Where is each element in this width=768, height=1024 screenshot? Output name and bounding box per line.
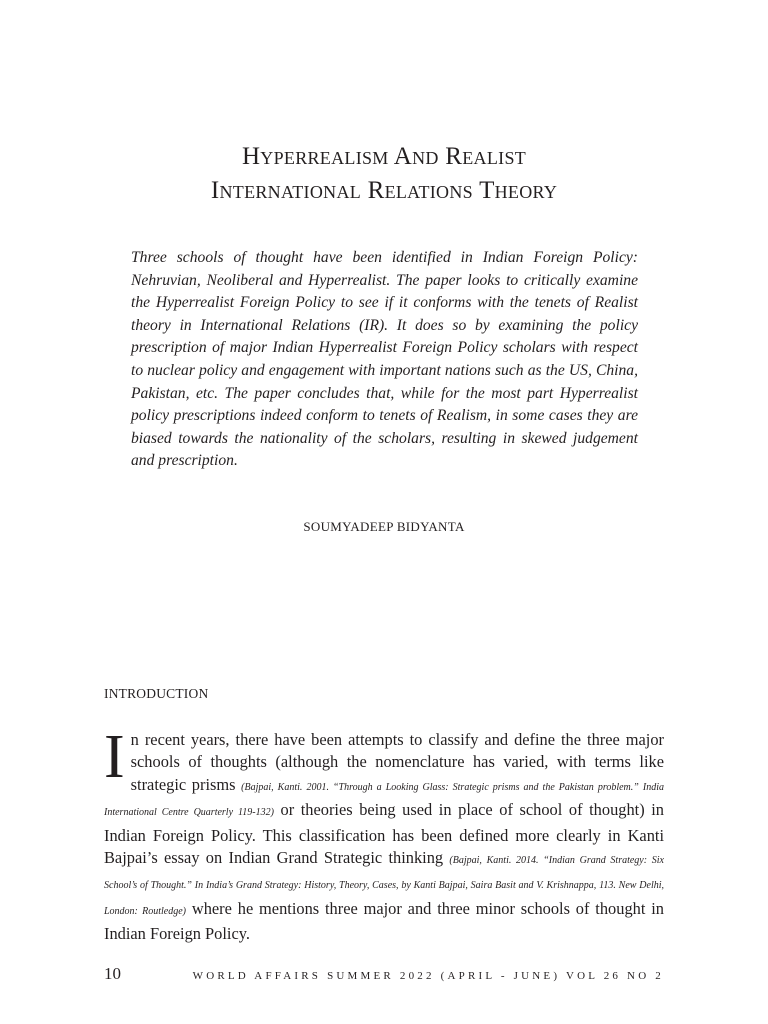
page-footer — [104, 964, 664, 984]
drop-cap: I — [104, 723, 125, 791]
article-title — [104, 140, 664, 208]
title-line-2: International Relations Theory — [210, 177, 558, 204]
author-name: SOUMYADEEP BIDYANTA — [303, 519, 465, 534]
introduction-paragraph — [104, 723, 664, 946]
citation-2: (Bajpai, Kanti. 2014. “Indian Grand Strategy: Six School’s of Thought.” In India’s Grand Strategy: History, Theory, Cases, by Kanti Bajpai, Saira Basit and V. Krishnappa, 113. New Delhi, London: Routledge) — [104, 855, 664, 917]
journal-running-footer: WORLD AFFAIRS SUMMER 2022 (APRIL - JUNE) VOL 26 NO 2 — [192, 970, 664, 982]
intro-text-2: or theories being used in place of school of thought) in Indian Foreign Policy. This classification has been defined more clearly in Kanti Bajpai’s essay on Indian Grand Strategic thinking — [104, 800, 664, 868]
intro-text-3: where he mentions three major and three minor schools of thought in Indian Foreign Policy. — [104, 898, 664, 944]
title-line-1: Hyperrealism And Realist — [241, 143, 527, 170]
section-heading-introduction: INTRODUCTION — [104, 686, 209, 701]
page-number: 10 — [104, 964, 121, 983]
citation-1: (Bajpai, Kanti. 2001. “Through a Looking Glass: Strategic prisms and the Pakistan problem.” India International Centre Quarterly 119-132) — [104, 781, 664, 819]
intro-text-1: n recent years, there have been attempts to classify and define the three major schools of thoughts (although the nomenclature has varied, with terms like strategic prisms — [130, 730, 664, 794]
abstract: Three schools of thought have been identified in Indian Foreign Policy: Nehruvian, Neoliberal and Hyperrealist. The paper looks to critically examine the Hyperrealist Foreign Policy to see if it conforms with the tenets of Realist theory in International Relations (IR). It does so by examining the policy prescription of major Indian Hyperrealist Foreign Policy scholars with respect to nuclear policy and engagement with important nations such as the US, China, Pakistan, etc. The paper concludes that, while for the most part Hyperrealist policy prescriptions indeed conform to tenets of Realism, in some cases they are biased towards the nationality of the scholars, resulting in skewed judgement and prescription. — [131, 249, 638, 470]
